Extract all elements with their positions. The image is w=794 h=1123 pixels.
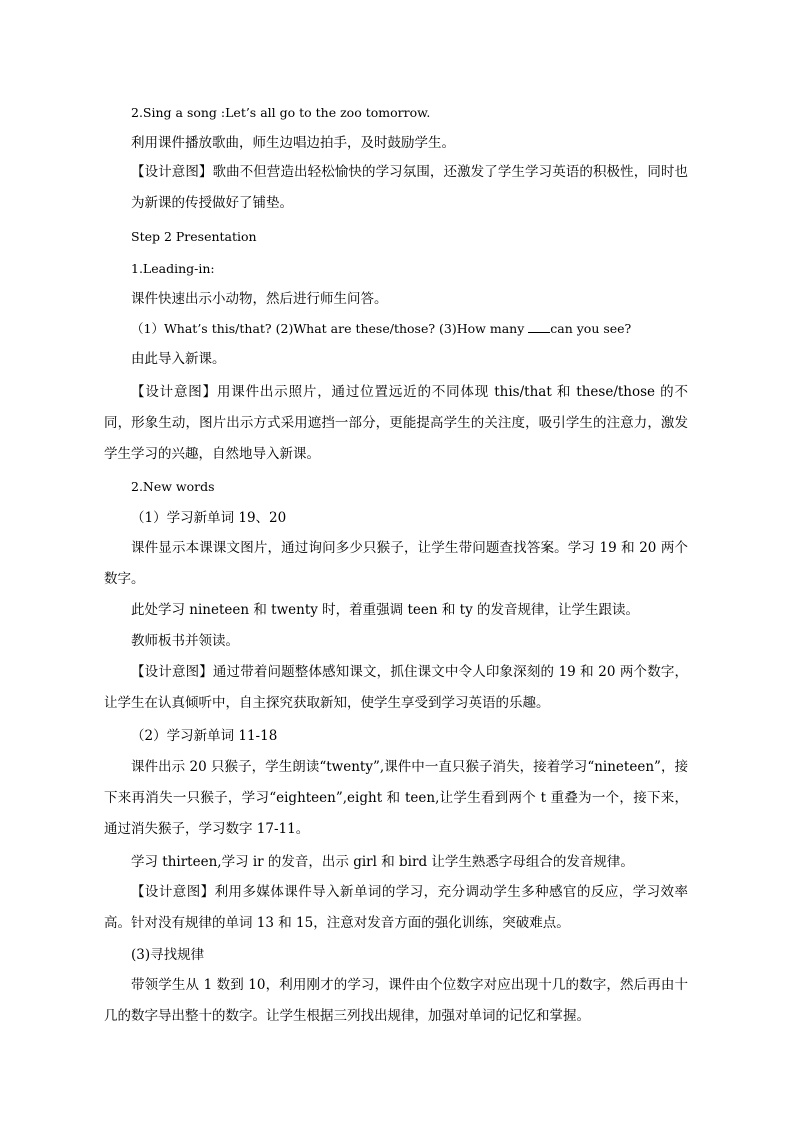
paragraph-intro-new-lesson: 由此导入新课。 — [131, 351, 226, 367]
subheading-11-18: （2）学习新单词 11-18 — [131, 728, 278, 744]
design-intent-4: 【设计意图】利用多媒体课件导入新单词的学习，充分调动学生多种感官的反应，学习效率高。针对没有规律的单词 13 和 15，注意对发音方面的强化训练，突破难点。 — [104, 884, 688, 931]
subheading-find-rules: (3)寻找规律 — [131, 947, 205, 963]
answer-blank — [528, 320, 550, 333]
leading-in-heading: 1.Leading-in: — [131, 261, 215, 276]
paragraph-song-activity: 利用课件播放歌曲，师生边唱边拍手，及时鼓励学生。 — [131, 135, 455, 151]
question-line: （1）What’s this/that? (2)What are these/those? (3)How many can you see? — [131, 321, 632, 336]
paragraph-leading-in: 课件快速出示小动物，然后进行师生问答。 — [131, 291, 388, 307]
paragraph-11-18: 课件出示 20 只猴子，学生朗读“twenty”,课件中一直只猴子消失，接着学习“nineteen”，接下来再消失一只猴子，学习“eighteen”,eight 和 teen,让学生看到两个 t 重叠为一个，接下来，通过消失猴子，学习数字 17-11。 — [104, 759, 688, 837]
paragraph-thirteen: 学习 thirteen,学习 ir 的发音，出示 girl 和 bird 让学生熟悉字母组合的发音规律。 — [131, 854, 634, 870]
song-heading: 2.Sing a song :Let’s all go to the zoo tomorrow. — [131, 105, 431, 120]
step-2-heading: Step 2 Presentation — [131, 229, 257, 244]
new-words-heading: 2.New words — [131, 479, 215, 494]
subheading-19-20: （1）学习新单词 19、20 — [131, 510, 287, 526]
paragraph-find-rules: 带领学生从 1 数到 10，利用刚才的学习，课件由个位数字对应出现十几的数字，然后再由十几的数字导出整十的数字。让学生根据三列找出规律，加强对单词的记忆和掌握。 — [104, 977, 688, 1024]
paragraph-19-20: 课件显示本课课文图片，通过询问多少只猴子，让学生带问题查找答案。学习 19 和 20 两个数字。 — [104, 540, 688, 587]
design-intent-1: 【设计意图】歌曲不但营造出轻松愉快的学习氛围，还激发了学生学习英语的积极性，同时也为新课的传授做好了铺垫。 — [131, 164, 688, 211]
paragraph-board-writing: 教师板书并领读。 — [131, 633, 239, 649]
design-intent-3: 【设计意图】通过带着问题整体感知课文，抓住课文中令人印象深刻的 19 和 20 两个数字，让学生在认真倾听中，自主探究获取新知，使学生享受到学习英语的乐趣。 — [104, 664, 688, 711]
paragraph-teen-ty: 此处学习 nineteen 和 twenty 时，着重强调 teen 和 ty 的发音规律，让学生跟读。 — [131, 602, 639, 618]
design-intent-2: 【设计意图】用课件出示照片，通过位置远近的不同体现 this/that 和 these/those 的不同，形象生动，图片出示方式采用遮挡一部分，更能提高学生的关注度，吸引学生的注意力，激发学生学习的兴趣，自然地导入新课。 — [104, 384, 688, 462]
